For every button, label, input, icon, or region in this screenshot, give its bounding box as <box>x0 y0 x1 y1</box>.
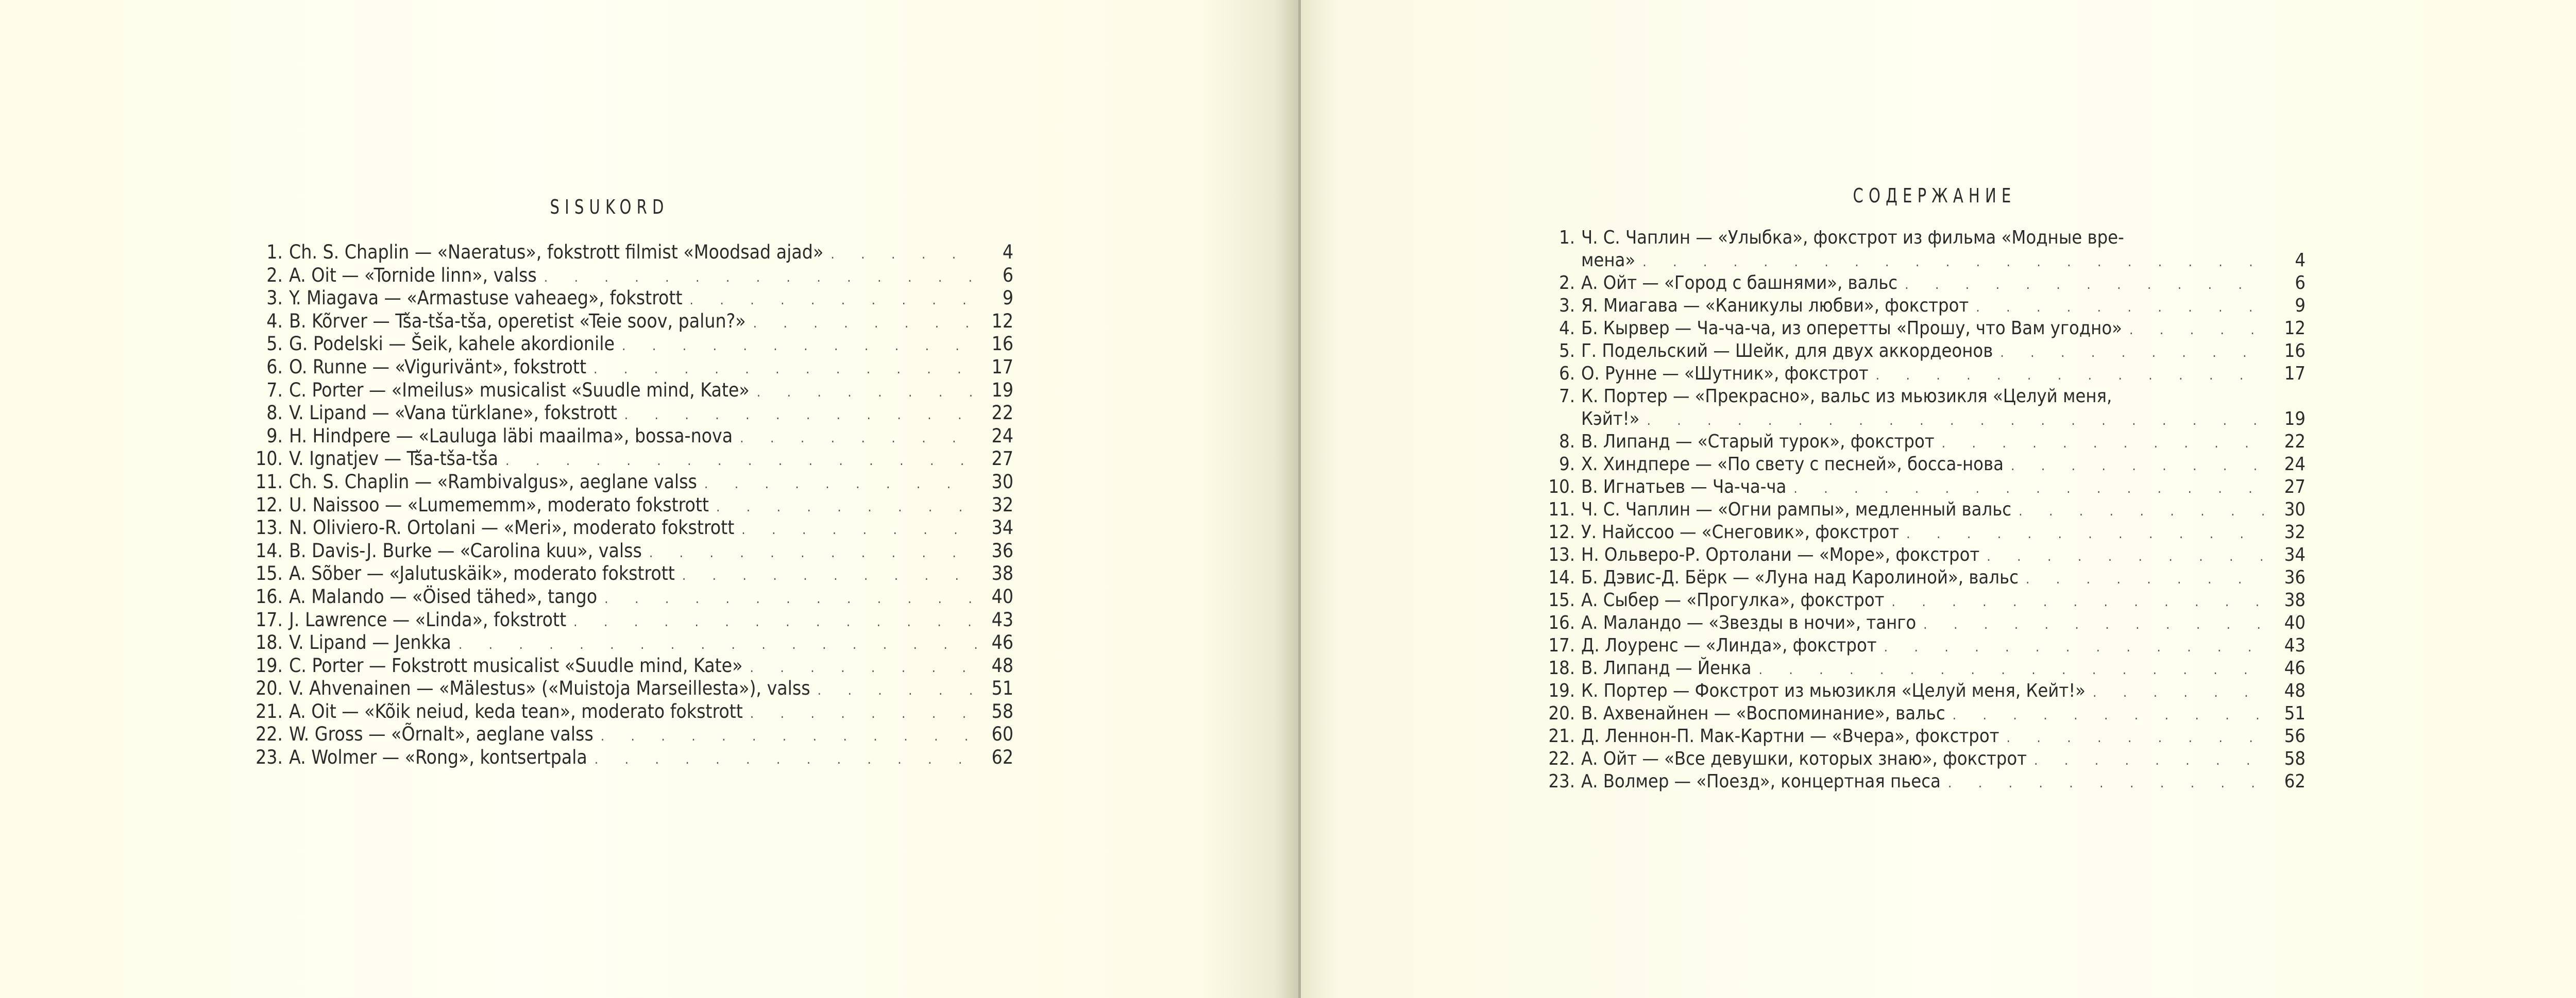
entry-number: 8. <box>1559 431 1575 452</box>
dot-leader <box>1969 295 2269 319</box>
entry-page-number: 22 <box>991 402 1013 424</box>
page-title: СОДЕРЖАНИЕ <box>1853 184 2016 207</box>
entry-title: O. Runne — «Vigurivänt», fokstrott <box>289 355 587 378</box>
entry-number: 14. <box>256 539 283 562</box>
entry-page-number: 27 <box>991 448 1013 470</box>
entry-title: Я. Миагава — «Каникулы любви», фокстрот <box>1581 295 1969 316</box>
toc-entry <box>251 677 1013 700</box>
entry-page-number: 43 <box>2284 635 2306 656</box>
dot-leader <box>823 241 977 266</box>
entry-number: 22. <box>1548 748 1575 769</box>
entry-title: B. Kõrver — Tša-tša-tša, operetist «Teie soov, palun?» <box>289 309 746 332</box>
toc-entry <box>1543 566 2306 589</box>
entry-title: К. Портер — Фокстрот из мьюзикля «Целуй меня, Кейт!» <box>1581 680 2086 701</box>
entry-title: V. Ahvenainen — «Mälestus» («Muistoja Marseillesta»), valss <box>289 677 810 700</box>
entry-title: Ч. С. Чаплин — «Огни рампы», медленный вальс <box>1581 499 2012 520</box>
dot-leader <box>743 655 977 680</box>
entry-title: N. Oliviero-R. Ortolani — «Meri», moderato fokstrott <box>289 517 735 539</box>
toc-entry <box>1543 498 2306 521</box>
entry-number: 17. <box>256 608 283 631</box>
toc-entry <box>251 494 1013 517</box>
dot-leader <box>597 586 977 611</box>
entry-page-number: 12 <box>991 309 1013 332</box>
entry-title: Y. Miagava — «Armastuse vaheaeg», fokstrott <box>289 287 683 309</box>
entry-page-number: 40 <box>991 585 1013 608</box>
entry-number: 16. <box>1548 612 1575 633</box>
entry-number: 5. <box>266 333 283 355</box>
entry-title: Д. Леннон-П. Мак-Картни — «Вчера», фокстрот <box>1581 726 1999 747</box>
entry-page-number: 22 <box>2284 431 2306 452</box>
dot-leader <box>734 517 977 542</box>
dot-leader <box>498 448 977 473</box>
entry-title: В. Липанд — Йенка <box>1581 658 1752 679</box>
dot-leader <box>587 746 977 771</box>
toc-entry <box>251 241 1013 264</box>
entry-title: G. Podelski — Šeik, kahele akordionile <box>289 333 615 355</box>
entry-page-number: 48 <box>991 654 1013 677</box>
toc-entry <box>1543 748 2306 770</box>
entry-number: 15. <box>1548 590 1575 611</box>
dot-leader <box>1999 725 2269 749</box>
entry-number: 12. <box>1548 522 1575 543</box>
entry-page-number: 36 <box>2284 567 2306 588</box>
entry-number: 10. <box>256 448 283 470</box>
entry-number: 3. <box>1559 295 1575 316</box>
toc-entry <box>1543 680 2306 702</box>
dot-leader <box>2122 317 2269 341</box>
toc-entry <box>1543 476 2306 498</box>
toc-entry <box>251 517 1013 540</box>
toc-entry <box>251 700 1013 724</box>
entry-number: 3. <box>266 287 283 309</box>
entry-page-number: 4 <box>2295 250 2306 271</box>
entry-page-number: 40 <box>2284 612 2306 633</box>
entry-page-number: 27 <box>2284 476 2306 497</box>
dot-leader <box>586 356 977 381</box>
entry-page-number: 24 <box>991 424 1013 447</box>
entry-number: 19. <box>256 654 283 677</box>
toc-entry <box>1543 317 2306 340</box>
entry-page-number: 32 <box>991 493 1013 516</box>
dot-leader <box>1786 476 2269 500</box>
entry-title: А. Сыбер — «Прогулка», фокстрот <box>1581 590 1885 611</box>
toc-entry <box>251 310 1013 333</box>
entry-number: 7. <box>1559 386 1575 407</box>
entry-title: B. Davis-J. Burke — «Carolina kuu», valss <box>289 539 642 562</box>
entry-number: 14. <box>1548 567 1575 588</box>
entry-page-number: 17 <box>991 355 1013 378</box>
toc-entry <box>251 631 1013 655</box>
entry-page-number: 46 <box>2284 658 2306 679</box>
entry-number: 1. <box>266 241 283 263</box>
toc-entry <box>251 425 1013 448</box>
dot-leader <box>1877 634 2269 659</box>
entry-title: A. Oit — «Kõik neiud, keda tean», moderato fokstrott <box>289 700 743 722</box>
entry-title: Ch. S. Chaplin — «Rambivalgus», aeglane valss <box>289 470 697 493</box>
dot-leader <box>1941 770 2269 795</box>
entry-title-continuation: мена» <box>1581 250 1636 271</box>
toc-entry <box>1543 612 2306 634</box>
entry-title: А. Волмер — «Поезд», концертная пьеса <box>1581 771 1941 792</box>
entry-number: 5. <box>1559 340 1575 362</box>
entry-number: 2. <box>1559 272 1575 294</box>
entry-number: 15. <box>256 562 283 585</box>
toc-entry <box>1543 295 2306 317</box>
entry-page-number: 30 <box>2284 499 2306 520</box>
entry-title: К. Портер — «Прекрасно», вальс из мьюзикля «Целуй меня, <box>1581 386 2112 407</box>
toc-entry <box>1543 340 2306 363</box>
entry-title: A. Oit — «Tornide linn», valss <box>289 264 537 286</box>
toc-entry <box>251 609 1013 632</box>
dot-leader <box>1916 612 2269 636</box>
entry-title: A. Malando — «Öised tähed», tango <box>289 585 598 608</box>
toc-entry <box>251 562 1013 586</box>
entry-page-number: 12 <box>2284 318 2306 339</box>
entry-page-number: 56 <box>2284 726 2306 747</box>
toc-entry <box>1543 657 2306 680</box>
entry-page-number: 58 <box>991 700 1013 722</box>
dot-leader <box>746 310 977 335</box>
dot-leader <box>2086 680 2269 704</box>
entry-number: 21. <box>1548 726 1575 747</box>
dot-leader <box>1885 589 2269 613</box>
entry-title: C. Porter — «Imeilus» musicalist «Suudle mind, Kate» <box>289 378 750 401</box>
entry-page-number: 24 <box>2284 454 2306 475</box>
entry-title: Г. Подельский — Шейк, для двух аккордеонов <box>1581 340 1993 362</box>
entry-page-number: 32 <box>2284 522 2306 543</box>
toc-entry <box>1543 385 2306 408</box>
entry-number: 18. <box>256 631 283 654</box>
entry-title: Х. Хиндпере — «По свету с песней», босса-нова <box>1581 454 2004 475</box>
toc-entry <box>1543 589 2306 612</box>
toc-entry <box>1543 770 2306 793</box>
entry-title: H. Hindpere — «Lauluga läbi maailma», bossa-nova <box>289 424 733 447</box>
toc-entry-continuation <box>1543 249 2306 272</box>
entry-page-number: 62 <box>991 746 1013 769</box>
entry-title: J. Lawrence — «Linda», fokstrott <box>289 608 567 631</box>
entry-title: А. Ойт — «Все девушки, которых знаю», фокстрот <box>1581 748 2027 769</box>
dot-leader <box>642 540 977 565</box>
dot-leader <box>2027 748 2269 772</box>
entry-page-number: 34 <box>991 517 1013 539</box>
toc-entry <box>251 379 1013 402</box>
toc-entry <box>251 333 1013 356</box>
dot-leader <box>1899 521 2269 545</box>
dot-leader <box>566 609 977 634</box>
entry-page-number: 17 <box>2284 363 2306 384</box>
entry-page-number: 36 <box>991 539 1013 562</box>
entry-number: 20. <box>256 677 283 700</box>
dot-leader <box>1897 272 2269 296</box>
toc-entry <box>251 287 1013 310</box>
dot-leader <box>1945 702 2269 727</box>
right-page <box>1301 0 2576 998</box>
entry-title: Н. Ольверо-Р. Ортолани — «Море», фокстрот <box>1581 544 1980 565</box>
entry-number: 18. <box>1548 658 1575 679</box>
toc-entry <box>251 448 1013 471</box>
entry-number: 2. <box>266 264 283 286</box>
entry-title: Ч. С. Чаплин — «Улыбка», фокстрот из фильма «Модные вре- <box>1581 227 2124 248</box>
dot-leader <box>675 562 977 588</box>
entry-number: 19. <box>1548 680 1575 701</box>
dot-leader <box>1993 340 2269 364</box>
toc-entry <box>1543 702 2306 725</box>
entry-number: 4. <box>266 309 283 332</box>
entry-title: U. Naissoo — «Lumememm», moderato fokstrott <box>289 493 709 516</box>
entry-page-number: 9 <box>1002 287 1013 309</box>
entry-title: V. Ignatjev — Tša-tša-tša <box>289 448 499 470</box>
entry-page-number: 60 <box>991 723 1013 746</box>
toc-entry <box>251 471 1013 494</box>
entry-number: 12. <box>256 493 283 516</box>
entry-page-number: 19 <box>991 378 1013 401</box>
entry-title: W. Gross — «Õrnalt», aeglane valss <box>289 723 594 746</box>
entry-page-number: 51 <box>2284 703 2306 724</box>
entry-page-number: 46 <box>991 631 1013 654</box>
entry-page-number: 19 <box>2284 408 2306 429</box>
dot-leader <box>594 723 977 748</box>
toc-entry-continuation <box>1543 408 2306 431</box>
entry-number: 23. <box>256 746 283 769</box>
entry-number: 4. <box>1559 318 1575 339</box>
entry-title: A. Sõber — «Jalutuskäik», moderato fokstrott <box>289 562 675 585</box>
entry-title: V. Lipand — «Vana türklane», fokstrott <box>289 402 617 424</box>
entry-page-number: 62 <box>2284 771 2306 792</box>
entry-title: У. Найссоо — «Снеговик», фокстрот <box>1581 522 1900 543</box>
entry-title: А. Ойт — «Город с башнями», вальс <box>1581 272 1898 294</box>
entry-title: C. Porter — Fokstrott musicalist «Suudle mind, Kate» <box>289 654 743 677</box>
dot-leader <box>733 425 977 450</box>
entry-title: В. Игнатьев — Ча-ча-ча <box>1581 476 1787 497</box>
toc-entry <box>1543 521 2306 544</box>
dot-leader <box>810 677 977 702</box>
entry-page-number: 16 <box>2284 340 2306 362</box>
entry-page-number: 6 <box>2295 272 2306 294</box>
dot-leader <box>1639 408 2269 432</box>
entry-title: Д. Лоуренс — «Линда», фокстрот <box>1581 635 1877 656</box>
dot-leader <box>1935 431 2269 455</box>
dot-leader <box>750 379 977 404</box>
dot-leader <box>1752 657 2269 681</box>
entry-page-number: 43 <box>991 608 1013 631</box>
entry-number: 7. <box>266 378 283 401</box>
entry-title: В. Липанд — «Старый турок», фокстрот <box>1581 431 1935 452</box>
entry-title: В. Ахвенайнен — «Воспоминание», вальс <box>1581 703 1945 724</box>
entry-page-number: 58 <box>2284 748 2306 769</box>
entry-title: А. Маландо — «Звезды в ночи», танго <box>1581 612 1917 633</box>
dot-leader <box>697 471 977 496</box>
entry-page-number: 38 <box>2284 590 2306 611</box>
entry-page-number: 38 <box>991 562 1013 585</box>
entry-page-number: 30 <box>991 470 1013 493</box>
entry-page-number: 34 <box>2284 544 2306 565</box>
entry-title: Б. Кырвер — Ча-ча-ча, из оперетты «Прошу, что Вам угодно» <box>1581 318 2122 339</box>
entry-title: A. Wolmer — «Rong», kontsertpala <box>289 746 587 769</box>
entry-number: 9. <box>266 424 283 447</box>
dot-leader <box>1635 249 2269 273</box>
entry-page-number: 16 <box>991 333 1013 355</box>
entry-number: 20. <box>1548 703 1575 724</box>
entry-title: V. Lipand — Jenkka <box>289 631 451 654</box>
dot-leader <box>2004 453 2269 477</box>
toc-entry <box>251 723 1013 746</box>
toc-entry <box>251 264 1013 287</box>
toc-entry <box>251 356 1013 379</box>
toc-entry <box>251 540 1013 563</box>
entry-page-number: 6 <box>1002 264 1013 286</box>
dot-leader <box>615 333 977 358</box>
entry-number: 6. <box>1559 363 1575 384</box>
entry-title-continuation: Кэйт!» <box>1581 408 1640 429</box>
dot-leader <box>743 700 977 726</box>
page-title: SISUKORD <box>550 196 669 218</box>
entry-number: 11. <box>1548 499 1575 520</box>
toc-entry <box>1543 544 2306 566</box>
entry-number: 13. <box>256 517 283 539</box>
entry-number: 9. <box>1559 454 1575 475</box>
dot-leader <box>2019 566 2269 591</box>
toc-entry <box>1543 725 2306 748</box>
entry-number: 22. <box>256 723 283 746</box>
toc-entry <box>251 586 1013 609</box>
entry-number: 10. <box>1548 476 1575 497</box>
dot-leader <box>709 494 977 519</box>
toc-entry <box>1543 634 2306 657</box>
toc-entry <box>1543 272 2306 295</box>
entry-title: Ch. S. Chaplin — «Naeratus», fokstrott filmist «Moodsad ajad» <box>289 241 824 263</box>
entry-number: 17. <box>1548 635 1575 656</box>
entry-number: 16. <box>256 585 283 608</box>
dot-leader <box>451 631 977 657</box>
table-of-contents <box>1543 227 2306 793</box>
entry-number: 1. <box>1559 227 1575 248</box>
toc-entry <box>1543 431 2306 453</box>
dot-leader <box>1979 544 2269 568</box>
toc-entry <box>251 746 1013 769</box>
entry-number: 23. <box>1548 771 1575 792</box>
entry-number: 21. <box>256 700 283 722</box>
entry-page-number: 48 <box>2284 680 2306 701</box>
dot-leader <box>537 264 977 289</box>
entry-page-number: 9 <box>2295 295 2306 316</box>
entry-number: 13. <box>1548 544 1575 565</box>
toc-entry <box>1543 227 2306 249</box>
toc-entry <box>251 655 1013 678</box>
entry-title: О. Рунне — «Шутник», фокстрот <box>1581 363 1869 384</box>
entry-number: 6. <box>266 355 283 378</box>
dot-leader <box>617 402 977 427</box>
entry-title: Б. Дэвис-Д. Бёрк — «Луна над Каролиной», вальс <box>1581 567 2019 588</box>
entry-number: 11. <box>256 470 283 493</box>
entry-page-number: 4 <box>1002 241 1013 263</box>
dot-leader <box>2011 498 2269 523</box>
toc-entry <box>1543 363 2306 385</box>
entry-number: 8. <box>266 402 283 424</box>
table-of-contents <box>251 241 1013 769</box>
dot-leader <box>683 287 977 312</box>
toc-entry <box>251 402 1013 425</box>
toc-entry <box>1543 453 2306 476</box>
entry-page-number: 51 <box>991 677 1013 700</box>
dot-leader <box>1869 363 2269 387</box>
